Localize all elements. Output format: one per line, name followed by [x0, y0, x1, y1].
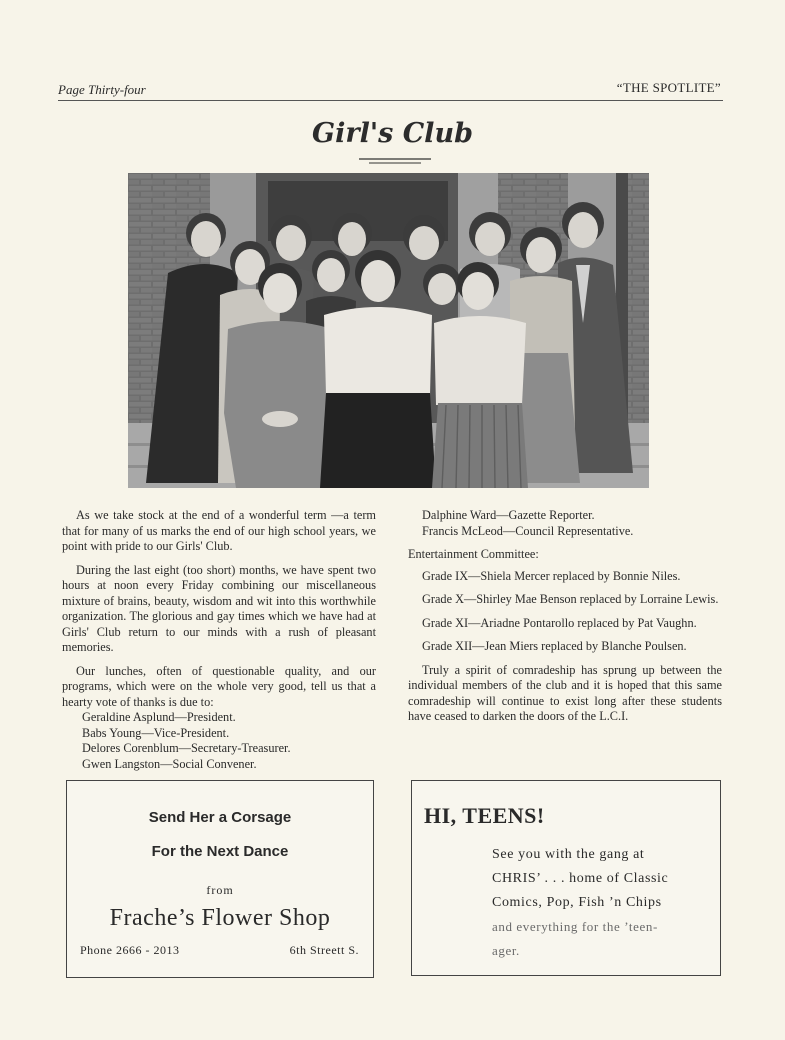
closing-paragraph: Truly a spirit of comradeship has sprung up between the individual members of the club and it is hoped that this same comradeship will continue to exist long after these students have ceased to darken the doors of the L.C.I. [408, 662, 722, 723]
officer-entry: Francis McLeod—Council Representative. [422, 523, 634, 538]
committee-heading: Entertainment Committee: [408, 547, 539, 561]
ad-headline: Send Her a Corsage [148, 809, 292, 826]
shop-address: 6th Streett S. [289, 943, 359, 957]
officer-entry: Gwen Langston—Social Convener. [82, 756, 257, 771]
header-rule [58, 100, 723, 101]
article-paragraph: As we take stock at the end of a wonderful term —a term that for many of us marks the end of our high school years, we point with pride to our Girls' Club. [62, 508, 376, 553]
page-number: Page Thirty-four [58, 82, 146, 97]
ad-body-line: and everything for the ’teen- [492, 919, 658, 934]
officer-entry: Geraldine Asplund—President. [82, 710, 236, 724]
photo-illustration [128, 173, 649, 488]
page-title: Girl's Club [312, 118, 473, 149]
officer-entry: Dalphine Ward—Gazette Reporter. [422, 508, 595, 522]
article-right-column [408, 508, 722, 733]
ad-subheadline: For the Next Dance [151, 843, 289, 860]
committee-entry: Grade XII—Jean Miers replaced by Blanche Poulsen. [422, 639, 687, 653]
committee-entry: Grade X—Shirley Mae Benson replaced by Lorraine Lewis. [422, 592, 719, 606]
publication-name: “THE SPOTLITE” [616, 80, 721, 95]
flower-shop-advertisement [66, 780, 374, 978]
ad-body-line: See you with the gang at [492, 847, 645, 862]
committee-entry: Grade XI—Ariadne Pontarollo replaced by Pat Vaughn. [422, 615, 697, 630]
officer-entry: Delores Corenblum—Secretary-Treasurer. [82, 741, 291, 755]
chris-cafe-advertisement [411, 780, 721, 976]
club-group-photo [128, 173, 649, 488]
ad-body-line: ager. [492, 943, 520, 958]
article-left-column [62, 508, 376, 772]
article-paragraph: During the last eight (too short) months, we have spent two hours at noon every Friday combining our miscellaneous mixture of brains, beauty, wisdom and wit into this worthwhile organization. The glorious and gay times which we have had at Girls' Club return to our minds with a rush of pleasant memories. [62, 562, 376, 654]
ad-headline: HI, TEENS! [424, 803, 545, 828]
ad-body-line: Comics, Pop, Fish ’n Chips [492, 895, 662, 910]
title-underline-ornament [355, 156, 435, 166]
ad-from-text: from [206, 883, 234, 897]
committee-entry: Grade IX—Shiela Mercer replaced by Bonnie Niles. [422, 568, 681, 583]
officer-entry: Babs Young—Vice-President. [82, 725, 230, 740]
article-paragraph: Our lunches, often of questionable quality, and our programs, which were on the whole very good, tell us that a hearty vote of thanks is due to: [62, 663, 376, 709]
ad-body [492, 843, 712, 963]
ad-body-line: CHRIS’ . . . home of Classic [492, 871, 669, 886]
shop-name: Frache’s Flower Shop [109, 905, 331, 931]
shop-phone: Phone 2666 - 2013 [80, 943, 180, 957]
